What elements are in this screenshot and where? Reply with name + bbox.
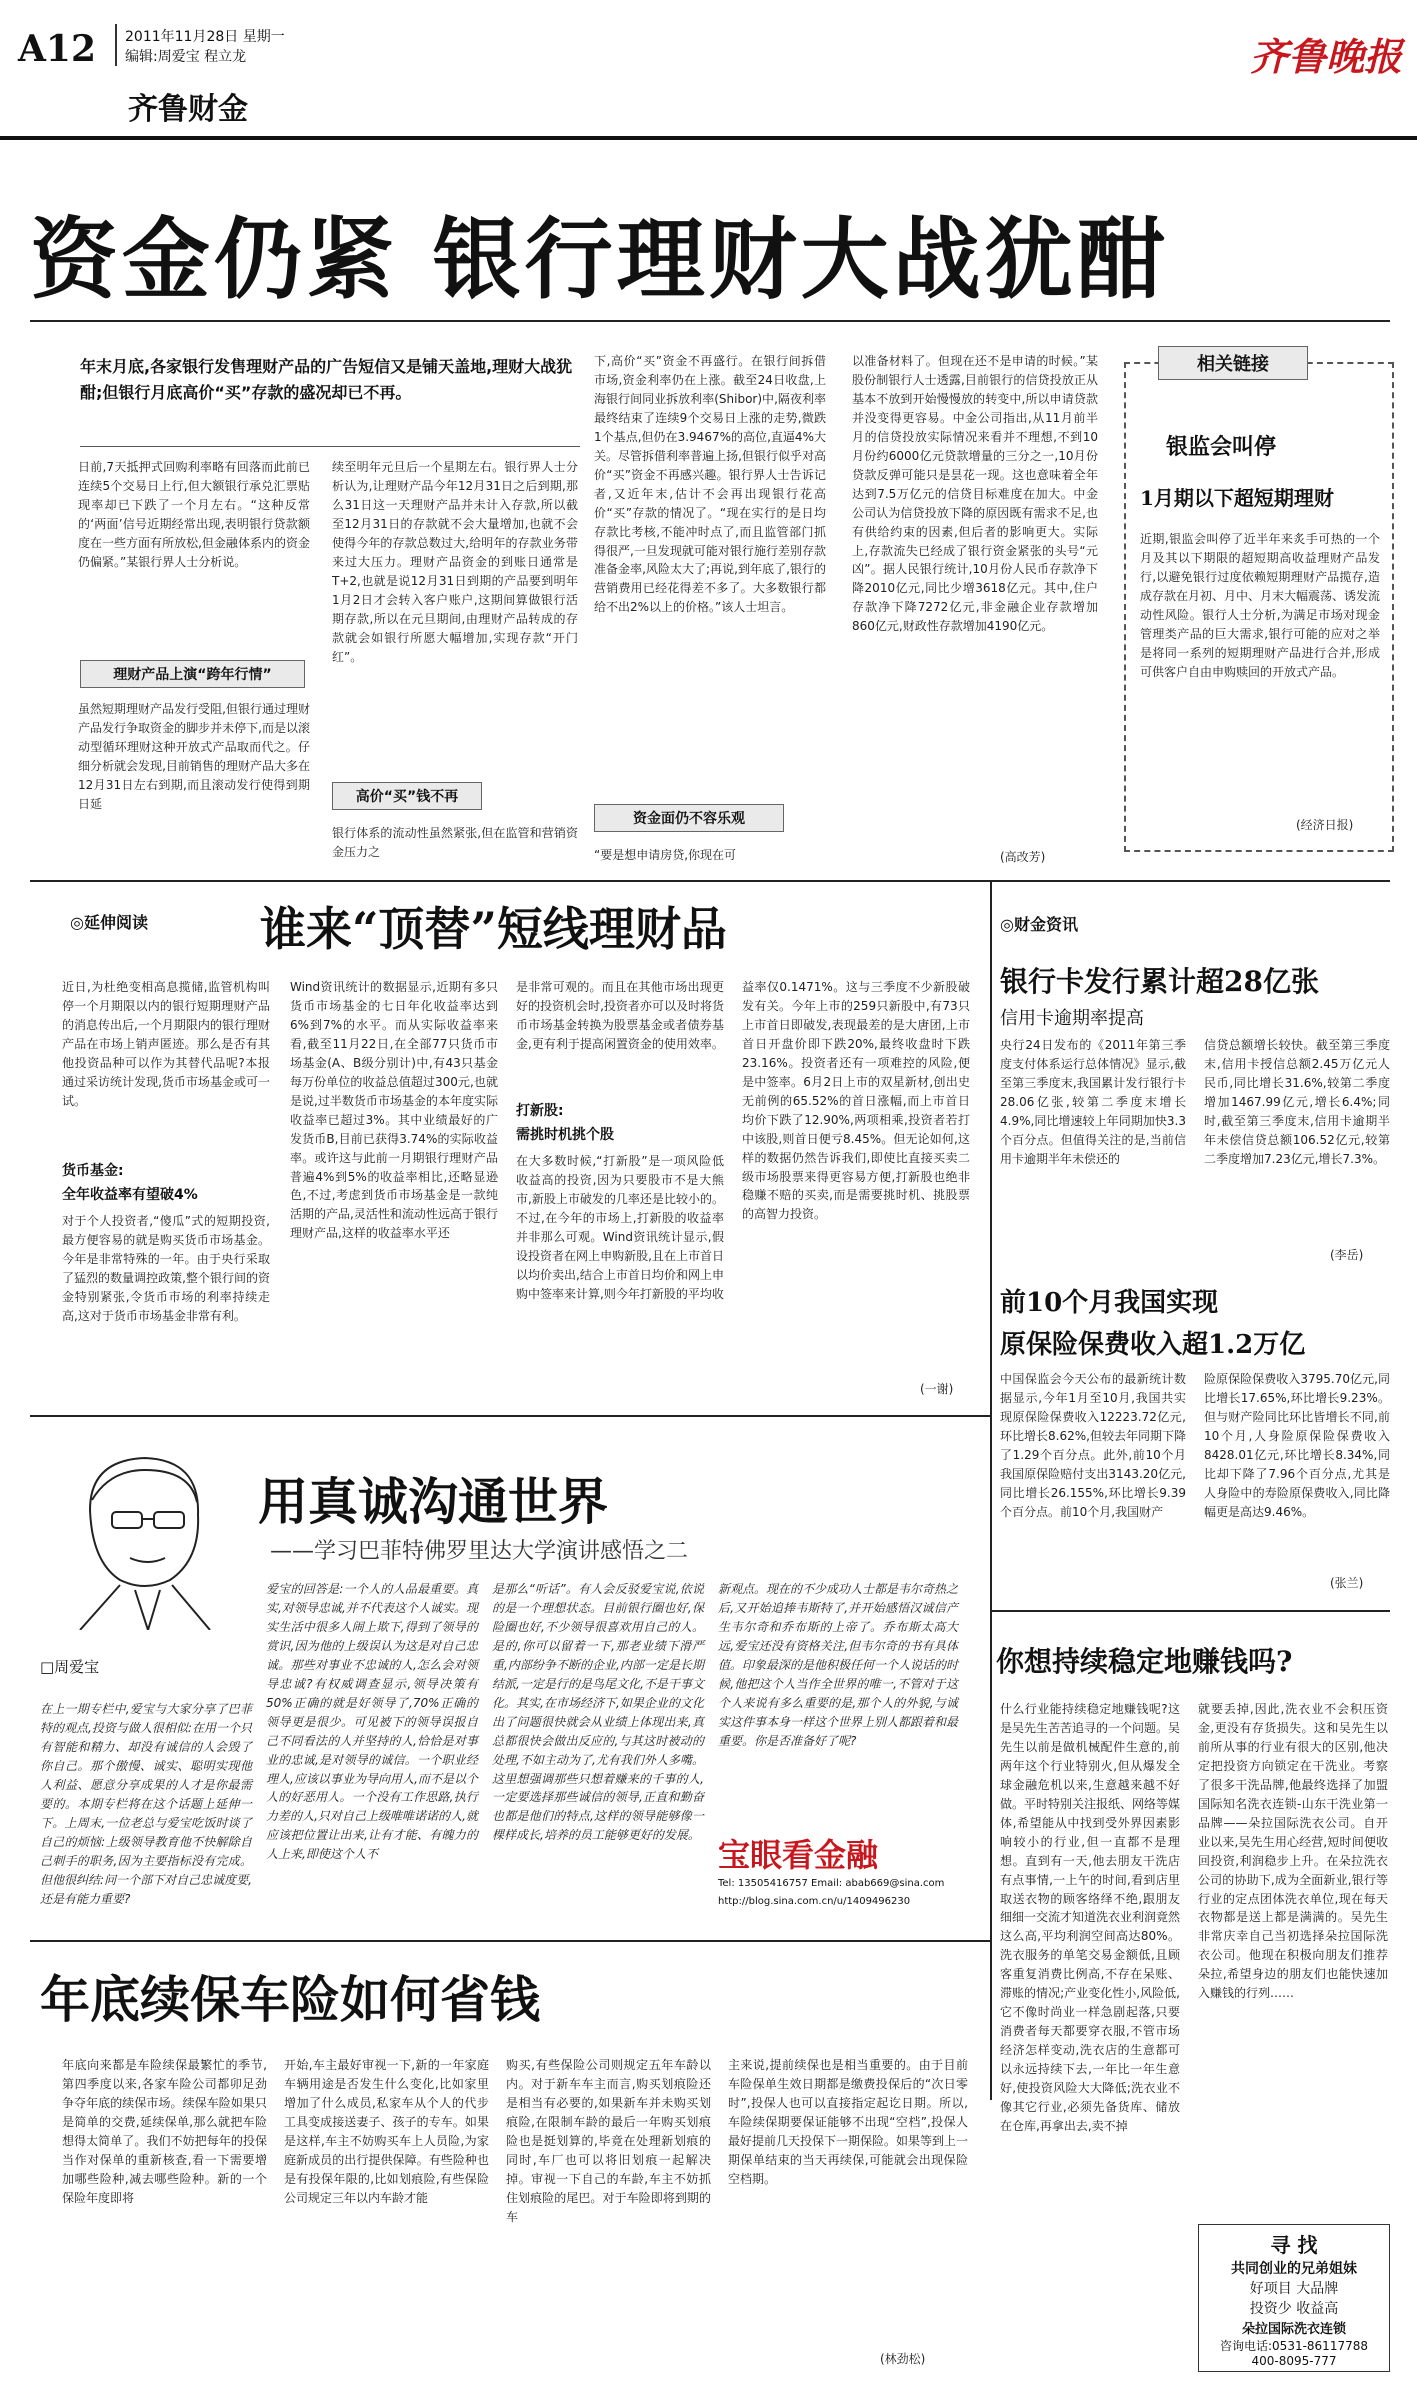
lead-col2b: 银行体系的流动性虽然紧张,但在监管和营销资金压力之 <box>332 826 578 859</box>
brand-logo: 齐鲁晚报 <box>1250 34 1403 79</box>
reading-c3-heading1: 打新股: <box>516 1103 564 1119</box>
section-title: 齐鲁财金 <box>128 92 248 127</box>
reading-c3-heading2: 需挑时机挑个股 <box>516 1127 614 1143</box>
reading-c1-heading2: 全年收益率有望破4% <box>62 1187 198 1203</box>
insurance-c3: 购买,有些保险公司则规定五年车龄以内。对于新车车主而言,购买划痕险还是相当有必要的,如果新车并未购买划痕险,在限制车龄的最后一年购买划痕险也是挺划算的,毕竟在处理新划痕的同时,车厂也可以将旧划痕一起解决掉。审视一下自己的车龄,车主不妨抓住划痕险的尾巴。对于车险即将到期的车 <box>506 2058 711 2224</box>
lead-headline: 资金仍紧 银行理财大战犹酣 <box>30 207 1169 311</box>
column-brand: 宝眼看金融 <box>718 1836 879 1874</box>
ad-line2: 好项目 大品牌 <box>1249 2281 1339 2297</box>
lead-intro: 年末月底,各家银行发售理财产品的广告短信又是铺天盖地,理财大战犹酣;但银行月底高价“买”存款的盛况却已不再。 <box>80 357 573 402</box>
author-portrait <box>50 1440 220 1630</box>
column-c3: 是那么“听话”。有人会反驳爱宝说,依说的是一个理想状态。目前银行圈也好,保险圈也好,不少领导很喜欢用自己的人。是的,你可以留着一下,那老业绩下滑严重,内部纷争不断的企业,内部一定是长期结派,一定是行的是鸟尾文化,不是干事文化。其实,在市场经济下,如果企业的文化出了问题很快就会从业绩上体现出来,真总都很快会做出反应的,与其这时被动的处理,不如主动为了,尤有我们外人多嘴。这里想强调那些只想着赚来的千事的人,一定要选择那些诚信的领导,正直和勤奋也都是他们的特点,这样的领导能够像一棵样成长,培养的员工能够更好的发展。 <box>492 1582 704 1843</box>
stable-c2: 就要丢掉,因此,洗衣业不会积压资金,更没有存货损失。这和吴先生以前所从事的行业有很大的区别,他决定把投资方向锁定在干洗业。考察了很多干洗品牌,他最终选择了加盟国际知名洗衣连锁-山东干洗业第一品牌——朵拉国际洗衣公司。自开业以来,吴先生用心经营,短时间便收回投资,利润稳步上升。在朵拉洗衣公司的协助下,成为全面新业,银行等行业的定点团体洗衣单位,现在每天衣物都是送上都是满满的。吴先生非常庆幸自己当初选择朵拉国际洗衣公司。他现在积极向朋友们推荐朵拉,希望身边的朋友们也能快速加入赚钱的行列…… <box>1198 1702 1388 2001</box>
column-blog: http://blog.sina.com.cn/u/1409496230 <box>718 1896 911 1907</box>
related-title-1: 银监会叫停 <box>1166 434 1277 460</box>
finance-body-1a: 央行24日发布的《2011年第三季度支付体系运行总体情况》显示,截至第三季度末,我国累计发行银行卡28.06亿张,较第二季度末增长4.9%,同比增速较上年同期加快3.3个百分点。但值得关注的是,当前信用卡逾期半年未偿还的 <box>1000 1038 1186 1166</box>
finance-body-1b: 信贷总额增长较快。截至第三季度末,信用卡授信总额2.45万亿元人民币,同比增长31.6%,较第二季度增加1467.99亿元,增长6.4%;同时,截至第三季度末,信用卡逾期半年未偿信贷总额106.52亿元,较第二季度增加7.23亿元,增长7.3%。 <box>1204 1038 1390 1166</box>
ad-box <box>1198 2224 1390 2372</box>
stable-headline: 你想持续稳定地赚钱吗? <box>996 1645 1293 1678</box>
ad-line5: 咨询电话:0531-86117788 <box>1220 2339 1368 2353</box>
date-line: 2011年11月28日 星期一 <box>125 29 285 45</box>
ad-line3: 投资少 收益高 <box>1249 2301 1339 2317</box>
finance-author-1: (李岳) <box>1330 1248 1364 1262</box>
insurance-c1: 年底向来都是车险续保最繁忙的季节,第四季度以来,各家车险公司都卯足劲争夺年底的续保市场。续保车险如果只是简单的交费,延续保单,那么就把车险想得太简单了。我们不妨把每年的投保当作对保单的重新核查,看一下需要增加哪些险种,减去哪些险种。新的一个保险年度即将 <box>62 2058 267 2205</box>
ad-line6: 400-8095-777 <box>1251 2354 1337 2368</box>
lead-col3: 下,高价“买”资金不再盛行。在银行间拆借市场,资金利率仍在上涨。截至24日收盘,上海银行间同业拆放利率(Shibor)中,隔夜利率最终结束了连续9个交易日上涨的走势,微跌1个基点,但仍在3.9467%的高位,直逼4%大关。尽管拆借利率普遍上扬,但银行似乎对高价“买”资金不再感兴趣。银行界人士告诉记者,又近年末,估计不会再出现银行花高价“买”存款的情况了。“现在实行的是日均存款比考核,不能冲时点了,而且监管部门抓得很严,一旦发现就可能对银行施行差别存款准备金率,风险太大了;再说,到年底了,银行的营销费用已经花得差不多了。大多数银行都给不出2%以上的价格。”该人士坦言。 <box>594 354 826 615</box>
reading-c1-heading1: 货币基金: <box>62 1163 124 1179</box>
lead-col4: 以准备材料了。但现在还不是申请的时候。”某股份制银行人士透露,目前银行的信贷投放正从基本不放到开始慢慢放的转变中,所以申请贷款并没变得更容易。中金公司指出,从11月前半月的信贷投放实际情况来看并不理想,不到10月份约6000亿元贷款增量的三分之一,10月份贷款反弹可能只是昙花一现。这也意味着全年达到7.5万亿元的信贷目标难度在加大。中金公司认为信贷投放下降的原因既有需求不足,也有供给约束的因素,但后者的影响更大。实际上,存款流失已经成了银行资金紧张的头号“元凶”。据人民银行统计,10月份人民币存款净下降2010亿元,同比少增3618亿元。其中,住户存款净下降7272亿元,非金融企业存款增加860亿元,财政性存款增加4190亿元。 <box>852 354 1098 634</box>
lead-col1: 日前,7天抵押式回购利率略有回落而此前已连续5个交易日上行,但大额银行承兑汇票贴现率却已下跌了一个月左右。“这种反常的‘两面’信号近期经常出现,表明银行贷款额度在一些方面有所放松,但金融体系内的资金仍偏紧。”某银行界人士分析说。 <box>78 460 310 569</box>
reading-author: (一谢) <box>920 1382 954 1396</box>
lead-author: (高改芳) <box>1000 850 1046 864</box>
finance-headline-2b: 原保险保费收入超1.2万亿 <box>1000 1330 1306 1360</box>
column-author: □周爱宝 <box>40 1658 100 1676</box>
lead-col1b: 虽然短期理财产品发行受阻,但银行通过理财产品发行争取资金的脚步并未停下,而是以滚动型循环理财这种开放式产品取而代之。仔细分析就会发现,目前销售的理财产品大多在12月31日左右到期,而且滚动发行使得到期日延 <box>78 702 310 811</box>
reading-c2: Wind资讯统计的数据显示,近期有多只货币市场基金的七日年化收益率达到6%到7%的水平。而从实际收益率来看,截至11月22日,在全部77只货币市场基金(A、B级分别计)中,有43只基金每万份单位的收益总值超过300元,也就是说,过半数货币市场基金的本年度实际收益率已超过3%。其中业绩最好的广发货币B,目前已获得3.74%的实际收益率。或许这与此前一月期银行理财产品普遍4%到5%的收益率相比,还略显逊色,不过,考虑到货币市场基金是一款纯活期的产品,灵活性和流动性远高于银行理财产品,这样的收益率水平还 <box>290 980 498 1241</box>
related-body: 近期,银监会叫停了近半年来炙手可热的一个月及其以下期限的超短期高收益理财产品发行,以避免银行过度依赖短期理财产品揽存,造成存款在月初、月中、月末大幅震荡、诱发流动性风险。银行人士分析,为满足市场对现金管理类产品的巨大需求,银行可能的应对之举是将同一系列的短期理财产品进行合并,形成可供客户自由申购赎回的开放式产品。 <box>1140 532 1381 679</box>
insurance-c4: 主来说,提前续保也是相当重要的。由于目前车险保单生效日期都是缴费投保后的“次日零时”,投保人也可以直接指定起讫日期。所以,车险续保期要保证能够不出现“空档”,投保人最好提前几天投保下一期保险。如果等到上一期保单结束的当天再续保,可能就会出现保险空档期。 <box>728 2058 969 2186</box>
finance-tag: ◎财金资讯 <box>1000 915 1078 934</box>
column-subtitle: ——学习巴菲特佛罗里达大学演讲感悟之二 <box>270 1539 689 1564</box>
related-title-2: 1月期以下超短期理财 <box>1140 486 1334 510</box>
insurance-headline: 年底续保车险如何省钱 <box>40 1970 540 2029</box>
finance-author-2: (张兰) <box>1330 1576 1364 1590</box>
editor-line: 编辑:周爱宝 程立龙 <box>125 49 247 65</box>
lead-sub3: 资金面仍不容乐观 <box>594 804 784 832</box>
finance-headline-2a: 前10个月我国实现 <box>1000 1288 1219 1318</box>
column-brand-box <box>718 1830 968 1940</box>
lead-sub2: 高价“买”钱不再 <box>332 782 482 810</box>
lead-sub1: 理财产品上演“跨年行情” <box>80 660 305 688</box>
lead-col3b: “要是想申请房贷,你现在可 <box>594 848 737 862</box>
related-box <box>1124 354 1394 852</box>
column-headline: 用真诚沟通世界 <box>258 1472 608 1531</box>
ad-title: 寻 找 <box>1270 2233 1318 2257</box>
reading-c3b: 在大多数时候,“打新股”是一项风险低收益高的投资,因为只要股市不是大熊市,新股上市破发的几率还是比较小的。不过,在今年的市场上,打新股的收益率并非那么可观。Wind资讯统计显示,假设投资者在网上申购新股,且在上市首日以均价卖出,结合上市首日均价和网上申购中签率来计算,则今年打新股的平均收 <box>516 1154 724 1301</box>
page-header <box>0 0 1417 140</box>
page-number: A12 <box>18 28 97 70</box>
insurance-c2: 开始,车主最好审视一下,新的一年家庭车辆用途是否发生什么变化,比如家里增加了什么成员,私家车从个人的代步工具变成接送妻子、孩子的专车。如果是这样,车主不妨购买车上人员险,为家庭新成员的出行提供保障。有些险种也是有投保年限的,比如划痕险,有些保险公司规定三年以内车龄才能 <box>284 2058 489 2205</box>
reading-c4: 益率仅0.1471%。这与三季度不少新股破发有关。今年上市的259只新股中,有73只上市首日即破发,表现最差的是大唐团,上市首日开盘价即下跌20%,最终收盘时下跌23.16%。投资者还有一项难控的风险,便是中签率。6月2日上市的双星新材,创出史无前例的65.52%的首日涨幅,而上市首日均价下跌了12.90%,两项相乘,投资者若打中该股,则首日便亏8.45%。但无论如何,这样的数据仍然告诉我们,即使比直接买卖二级市场股票来得更容易方便,打新股也绝非稳赚不赔的买卖,而是需要挑时机、挑股票的高智力投资。 <box>742 980 970 1222</box>
column-contact: Tel: 13505416757 Email: abab669@sina.com <box>718 1878 945 1889</box>
column-c4: 新观点。现在的不少成功人士都是韦尔奇热之后,又开始追捧韦斯特了,并开始感悟汉诚信产生韦尔奇和乔布斯的上帝了。乔布斯太高大远,爱宝还没有资格关注,但韦尔奇的书有具体值。印象最深的是他积极任何一个人说话的时候,他把这个人当作全世界的唯一,不管对于这个人来说有多么重要的是,那个人的外貌,与诚实这件事本身一样这个世界上别人都跟着和最重要。你是否准备好了呢? <box>718 1582 959 1748</box>
related-source: (经济日报) <box>1296 818 1354 832</box>
ad-line1: 共同创业的兄弟姐妹 <box>1231 2261 1357 2277</box>
insurance-author: (林劲松) <box>880 2352 926 2366</box>
lead-col2: 续至明年元旦后一个星期左右。银行界人士分析认为,让理财产品今年12月31日之后到期,那么31日这一天理财产品并未计入存款,所以截至12月31日的存款就不会大量增加,也就不会使得今年的存款总数过大,给明年的存款业务带来过大压力。理财产品资金的到账日通常是T+2,也就是说12月31日到期的产品要到明年1月2日才会转入客户账户,这期间算做银行活期存款,所以在元旦期间,由理财产品转成的存款就会如银行所愿大幅增加,实现存款“开门红”。 <box>332 460 578 664</box>
reading-c1b: 对于个人投资者,“傻瓜”式的短期投资,最方便容易的就是购买货币市场基金。今年是非常特殊的一年。由于央行采取了猛烈的数量调控政策,整个银行间的资金特别紧张,令货币市场的利率持续走高,这对于货币市场基金非常有利。 <box>62 1214 270 1323</box>
finance-body-2a: 中国保监会今天公布的最新统计数据显示,今年1月至10月,我国共实现原保险保费收入12223.72亿元,环比增长8.62%,但较去年同期下降了1.29个百分点。此外,前10个月我国原保险赔付支出3143.20亿元,同比增长26.155%,环比增长9.39个百分点。前10个月,我国财产 <box>1000 1372 1186 1519</box>
finance-headline-1: 银行卡发行累计超28亿张 <box>1000 965 1319 998</box>
related-tag: 相关链接 <box>1158 346 1308 380</box>
column-c1: 在上一期专栏中,爱宝与大家分享了巴菲特的观点,投资与做人很相似:在用一个只有智能和精力、却没有诚信的人会毁了你自己。那个傲慢、诚实、聪明实现他人利益、愿意分享成果的人才是你最需要的。本期专栏将在这个话题上延伸一下。上周末,一位老总与爱宝吃饭时谈了自己的烦恼:上级领导教育他不快解除自己刺手的职务,因为主要指标没有完成。但他很纠结:问一个部下对自己忠诚度要,还是有能力重要? <box>40 1702 252 1906</box>
reading-c1: 近日,为杜绝变相高息揽储,监管机构叫停一个月期限以内的银行短期理财产品的消息传出后,一个月期限内的银行理财产品在市场上销声匿迹。那么是否有其他投资品种可以作为其替代品呢?本报通过采访统计发现,货币市场基金或可一试。 <box>62 980 270 1108</box>
reading-headline: 谁来“顶替”短线理财品 <box>260 902 727 956</box>
ad-line4: 朵拉国际洗衣连锁 <box>1241 2322 1346 2337</box>
finance-subheadline-1: 信用卡逾期率提高 <box>1000 1008 1144 1029</box>
reading-tag: ◎延伸阅读 <box>70 913 148 932</box>
stable-c1: 什么行业能持续稳定地赚钱呢?这是吴先生苦苦追寻的一个问题。吴先生以前是做机械配件生意的,前两年这个行业特别火,但从爆发全球金融危机以来,生意越来越不好做。平时特别关注报纸、网络等媒体,希望能从中找到受外界因素影响较小的行业,但一直都不是理想。直到有一天,他去朋友干洗店有点事情,一上午的时间,看到店里取送衣物的顾客络绎不绝,跟朋友细细一交流才知道洗衣业利润竟然这么高,平均利润空间高达80%。洗衣服务的单笔交易金额低,且顾客重复消费比例高,不存在呆账、滞账的情况;产业变化性小,风险低,它不像时尚业一样急剧起落,只要消费者每天都要穿衣服,不管市场经济怎样变动,洗衣店的生意都可以永远持续下去,一年比一年生意好,使投资风险大大降低;洗衣业不像其它行业,必须先备货库、储放在仓库,再拿出去,卖不掉 <box>1000 1702 1181 2133</box>
finance-body-2b: 险原保险保费收入3795.70亿元,同比增长17.65%,环比增长9.23%。但与财产险同比环比皆增长不同,前10个月,人身险原保险保费收入8428.01亿元,环比增长8.34%,同比却下降了7.96个百分点,尤其是人身险中的寿险原保费收入,同比降幅更是高达9.46%。 <box>1204 1372 1390 1519</box>
column-c2: 爱宝的回答是:一个人的人品最重要。真实,对领导忠诚,并不代表这个人诚实。现实生活中很多人闹上欺下,得到了领导的赏识,因为他的上级误认为这是对自己忠诚。那些对事业不忠诚的人,怎么会对领导忠诚?有权威调查显示,领导决策有50%正确的就是好领导了,70%正确的领导更是很少。可见被下的领导误报自己不同看法的人并坚持的人,恰恰是对事业的忠诚,是对领导的诚信。一个职业经理人,应该以事业为导向用人,而不是以个人的好恶用人。一个没有工作思路,执行力差的人,只对自己上级唯唯诺诺的人,就应该把位置让出来,让有才能、有魄力的人上来,即使这个人不 <box>266 1582 478 1862</box>
reading-c3: 是非常可观的。而且在其他市场出现更好的投资机会时,投资者亦可以及时将货币市场基金转换为股票基金或者债券基金,更有利于提高闲置资金的使用效率。 <box>516 980 724 1051</box>
